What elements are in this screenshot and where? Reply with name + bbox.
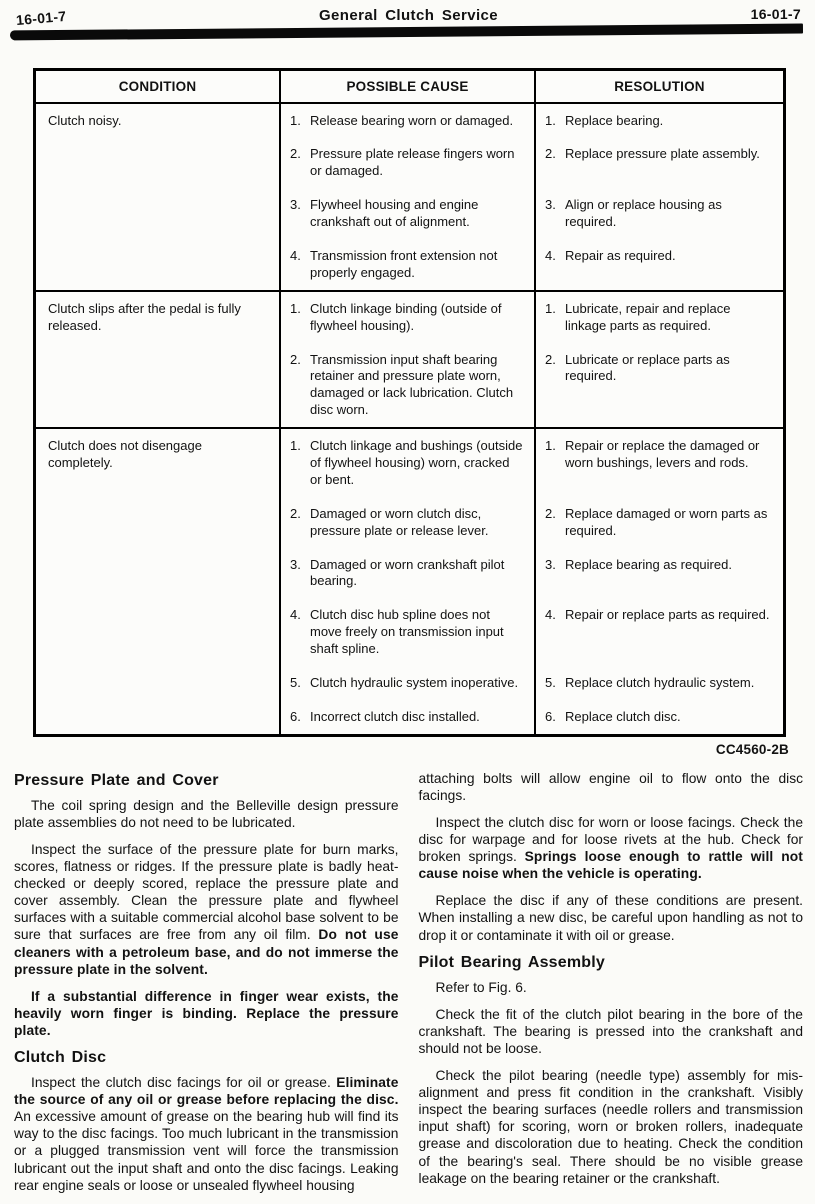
condition-cell: Clutch noisy.: [36, 104, 281, 290]
figure-reference-code: CC4560-2B: [715, 741, 789, 757]
resolution-item: [545, 192, 775, 235]
cause-resolution-pairs: [281, 292, 783, 427]
cause-cell: [281, 429, 536, 497]
item-number: 1.: [545, 112, 556, 128]
cause-cell: [281, 188, 536, 239]
column-header-possible-cause: POSSIBLE CAUSE: [281, 71, 536, 102]
text-run: Refer to Fig. 6.: [435, 979, 527, 995]
resolution-item: [545, 501, 775, 544]
paragraph: [419, 814, 804, 882]
cause-cell: [281, 666, 536, 700]
item-number: 3.: [545, 556, 556, 572]
bold-run: Eliminate the source of any oil or grease before replacing the disc.: [14, 1075, 399, 1108]
resolution-cell: [536, 548, 783, 599]
text-run: Check the pilot bearing (needle type) assembly for mis-alignment and press fit condition in the crankshaft. Visibly inspect the bearing surfaces (needle rollers and transmission input shaft) for scoring, worn or broken rollers, inadequate grease and discoloration due to heating. Check the condition of the bearing's seal. There should be no visible grease leakage on the bearing retainer or the crankshaft.: [418, 1068, 803, 1186]
cause-text: Clutch disc hub spline does not move freely on transmission input shaft spline.: [310, 607, 504, 657]
item-number: 6.: [290, 708, 301, 724]
table-body: [36, 104, 783, 734]
item-number: 4.: [545, 248, 556, 263]
resolution-cell: [536, 700, 783, 734]
resolution-item: [545, 602, 775, 628]
item-number: 4.: [545, 607, 556, 623]
cause-cell: [281, 137, 536, 188]
resolution-item: [545, 704, 775, 730]
resolution-text: Replace clutch disc.: [565, 708, 681, 724]
item-number: 6.: [545, 708, 556, 724]
cause-text: Clutch linkage binding (outside of flywheel housing).: [310, 300, 502, 333]
table-row: [36, 290, 783, 427]
table-row: [36, 104, 783, 290]
cause-text: Damaged or worn crankshaft pilot bearing.: [310, 556, 505, 589]
resolution-text: Repair as required.: [565, 248, 676, 263]
resolution-text: Align or replace housing as required.: [565, 197, 722, 230]
cause-item: [290, 347, 526, 424]
cause-cell: [281, 343, 536, 428]
diagnosis-table: [33, 68, 786, 737]
item-number: 4.: [290, 607, 301, 623]
item-number: 3.: [545, 197, 556, 213]
paragraph: [14, 988, 399, 1039]
paragraph: [419, 892, 804, 943]
article-column-right: [419, 770, 804, 1204]
resolution-text: Lubricate, repair and replace linkage parts as required.: [565, 300, 731, 333]
cause-cell: [281, 292, 536, 343]
text-run: Inspect the clutch disc for worn or loose facings. Check the disc for warpage and for loose rivets at the hub. Check for broken springs.: [418, 815, 803, 865]
cause-text: Clutch linkage and bushings (outside of flywheel housing) worn, cracked or bent.: [310, 438, 523, 487]
resolution-item: [545, 141, 775, 167]
item-number: 2.: [545, 351, 556, 367]
column-header-condition: CONDITION: [36, 71, 281, 102]
resolution-item: [545, 433, 775, 476]
table-row: [36, 427, 783, 734]
resolution-cell: [536, 666, 783, 700]
paragraph: [14, 841, 399, 978]
cause-item: [290, 141, 526, 184]
section-heading: Pressure Plate and Cover: [14, 771, 219, 789]
item-number: 3.: [290, 197, 301, 213]
cause-cell: [281, 239, 536, 290]
text-run: attaching bolts will allow engine oil to flow onto the disc facings.: [418, 770, 803, 803]
cause-cell: [281, 598, 536, 666]
resolution-text: Lubricate or replace parts as required.: [565, 351, 730, 384]
cause-text: Transmission input shaft bearing retainer and pressure plate worn, damaged or lack lubrication. Clutch disc worn.: [310, 351, 514, 418]
text-run: Inspect the surface of the pressure plate for burn marks, scores, flatness or ridges. If the pressure plate is badly heat-checked or deeply scored, replace the pressure plate and cover assembly. Clean the pressure plate and flywheel surfaces with a suitable commercial alcohol base solvent to be sure that surfaces are free from any oil film.: [14, 842, 399, 943]
cause-text: Transmission front extension not properly engaged.: [310, 248, 498, 280]
item-number: 1.: [290, 112, 301, 128]
cause-item: [290, 296, 526, 339]
cause-item: [290, 704, 526, 730]
paragraph: [419, 1067, 804, 1187]
text-run: An excessive amount of grease on the bearing hub will find its way to the disc facings. Too much lubricant in the transmission or a plugged transmission vent will force the transmission lubricant out the input shaft and onto the disc facings. Leaking rear engine seals or loose or unsealed flywheel housing: [14, 1109, 399, 1193]
cause-cell: [281, 104, 536, 138]
bold-run: If a substantial difference in finger wear exists, the heavily worn finger is binding. Replace the pressure plate.: [14, 988, 399, 1038]
cause-resolution-pairs: [281, 429, 783, 734]
paragraph: [14, 797, 399, 831]
cause-cell: [281, 497, 536, 548]
cause-text: Flywheel housing and engine crankshaft out of alignment.: [310, 197, 479, 230]
article-column-left: [14, 770, 399, 1204]
bold-run: Springs loose enough to rattle will not cause noise when the vehicle is operating.: [418, 849, 803, 882]
cause-item: [290, 501, 526, 544]
header-rule-bar: [10, 24, 803, 41]
condition-cell: Clutch does not disengage completely.: [36, 429, 281, 734]
page-title: General Clutch Service: [318, 7, 499, 24]
item-number: 4.: [290, 248, 301, 263]
paragraph: [419, 1006, 804, 1057]
item-number: 2.: [290, 146, 301, 162]
resolution-text: Replace pressure plate assembly.: [565, 146, 760, 162]
section-heading: Pilot Bearing Assembly: [418, 953, 606, 971]
page-number-right: 16-01-7: [750, 6, 801, 22]
item-number: 1.: [545, 300, 556, 316]
cause-item: [290, 602, 526, 662]
resolution-item: [545, 552, 775, 578]
resolution-cell: [536, 343, 783, 428]
resolution-item: [545, 670, 775, 696]
cause-cell: [281, 548, 536, 599]
item-number: 2.: [290, 505, 301, 521]
column-header-resolution: RESOLUTION: [614, 79, 705, 94]
cause-text: Damaged or worn clutch disc, pressure plate or release lever.: [310, 505, 489, 538]
resolution-cell: [536, 598, 783, 666]
cause-cell: [281, 700, 536, 734]
item-number: 5.: [545, 675, 556, 691]
resolution-text: Repair or replace the damaged or worn bushings, levers and rods.: [565, 438, 760, 471]
resolution-cell: [536, 497, 783, 548]
item-number: 1.: [545, 438, 556, 454]
cause-item: [290, 433, 526, 493]
resolution-text: Repair or replace parts as required.: [565, 607, 770, 623]
resolution-cell: [536, 292, 783, 343]
resolution-cell: [536, 429, 783, 497]
cause-item: [290, 108, 526, 134]
resolution-text: Replace damaged or worn parts as required.: [565, 505, 768, 538]
resolution-cell: [536, 188, 783, 239]
cause-resolution-pairs: [281, 104, 783, 290]
page-header: [0, 0, 815, 29]
resolution-cell: [536, 239, 783, 290]
resolution-text: Replace bearing as required.: [565, 556, 732, 572]
item-number: 3.: [290, 556, 301, 572]
resolution-cell: [536, 137, 783, 188]
paragraph: [14, 1074, 399, 1194]
resolution-cell: [536, 104, 783, 138]
resolution-text: Replace clutch hydraulic system.: [565, 675, 755, 691]
text-run: Replace the disc if any of these conditions are present. When installing a new disc, be careful upon handling as not to drop it or contaminate it with oil or grease.: [418, 893, 803, 943]
article-body: [0, 757, 815, 1204]
resolution-item: [545, 243, 775, 269]
cause-text: Incorrect clutch disc installed.: [310, 708, 480, 724]
item-number: 2.: [545, 505, 556, 521]
cause-text: Pressure plate release fingers worn or damaged.: [310, 146, 515, 179]
resolution-text: Replace bearing.: [565, 112, 664, 128]
text-run: Check the fit of the clutch pilot bearing in the bore of the crankshaft. The bearing is pressed into the crankshaft and should not be loose.: [418, 1006, 803, 1056]
paragraph: [419, 770, 804, 804]
resolution-item: [545, 296, 775, 339]
item-number: 2.: [545, 146, 556, 162]
paragraph: [419, 979, 804, 996]
cause-item: [290, 670, 526, 696]
item-number: 2.: [290, 351, 301, 367]
page-number-left: 16-01-7: [15, 7, 67, 29]
item-number: 5.: [290, 675, 301, 691]
cause-text: Clutch hydraulic system inoperative.: [310, 675, 519, 691]
text-run: The coil spring design and the Belleville design pressure plate assemblies do not need to be lubricated.: [14, 797, 399, 830]
resolution-item: [545, 108, 775, 134]
resolution-item: [545, 347, 775, 390]
table-header-row: [36, 71, 783, 104]
item-number: 1.: [290, 300, 301, 316]
item-number: 1.: [290, 438, 301, 454]
bold-run: Do not use cleaners with a petroleum base, and do not immerse the pressure plate in the solvent.: [14, 927, 399, 977]
section-heading: Clutch Disc: [14, 1049, 107, 1067]
cause-item: [290, 552, 526, 595]
condition-cell: Clutch slips after the pedal is fully released.: [36, 292, 281, 427]
text-run: Inspect the clutch disc facings for oil or grease.: [31, 1075, 337, 1091]
cause-item: [290, 192, 526, 235]
cause-text: Release bearing worn or damaged.: [310, 112, 514, 128]
cause-item: [290, 243, 526, 286]
